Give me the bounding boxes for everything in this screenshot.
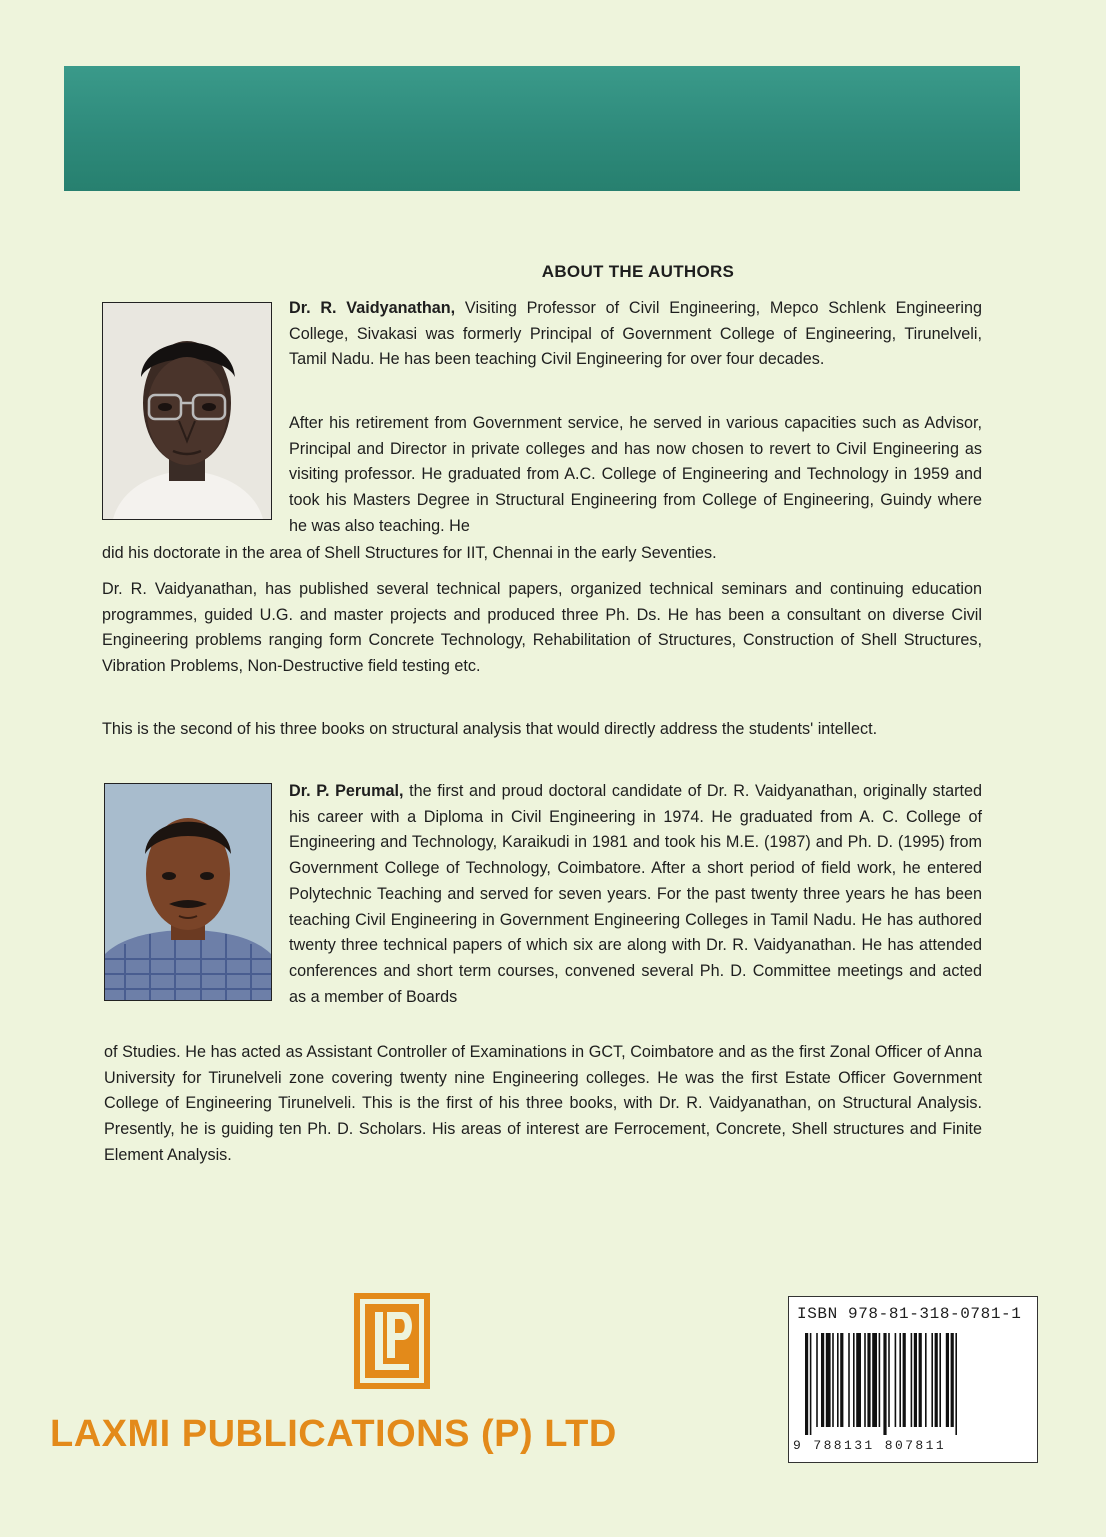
author1-name: Dr. R. Vaidyanathan, [289, 299, 456, 317]
barcode-bar [805, 1333, 808, 1435]
teal-banner [64, 66, 1020, 191]
barcode-bar [935, 1333, 938, 1427]
barcode-bar [864, 1333, 866, 1427]
ean-digits: 9 788131 807811 [793, 1438, 947, 1453]
barcode-bar [821, 1333, 824, 1427]
author1-intro [289, 296, 982, 373]
author2-intro-tail: of Studies. He has acted as Assistant Controller of Examinations in GCT, Coimbatore and as the first Zonal Officer of Anna University for Tirunelveli zone covering twenty nine Engineering colleges. He was the first Estate Officer Government College of Engineering Tirunelveli. This is the first of his three books, with Dr. R. Vaidyanathan, on Structural Analysis. Presently, he is guiding ten Ph. D. Scholars. His areas of interest are Ferrocement, Concrete, Shell structures and Finite Element Analysis. [104, 1043, 982, 1164]
section-heading: ABOUT THE AUTHORS [541, 262, 735, 281]
barcode-bar [911, 1333, 913, 1427]
isbn-barcode [788, 1296, 1038, 1463]
barcode-bar [848, 1333, 850, 1427]
barcode-bar [888, 1333, 890, 1427]
barcode-bar [903, 1333, 906, 1427]
barcode-bar [879, 1333, 881, 1427]
author1-career: After his retirement from Government service, he served in various capacities such as Advisor, Principal and Director in private colleges and has now chosen to revert to Civil Engineering as visiting professor. He graduated from A.C. College of Engineering and Technology in 1959 and took his Masters Degree in Structural Engineering from College of Engineering, Guindy where he was also teaching. He [289, 414, 982, 535]
author2-intro-text: the first and proud doctoral candidate of Dr. R. Vaidyanathan, originally started his career with a Diploma in Civil Engineering in 1974. He graduated from A. C. College of Engineering and Technology, Karaikudi in 1981 and took his M.E. (1987) and Ph. D. (1995) from Government College of Technology, Coimbatore. After a short period of field work, he entered Polytechnic Teaching and served for seven years. For the past twenty three years he has been teaching Civil Engineering in Government Engineering Colleges in Tamil Nadu. He has authored twenty three technical papers of which six are along with Dr. R. Vaidyanathan. He has attended conferences and short term courses, convened several Ph. D. Committee meetings and acted as a member of Boards [289, 782, 982, 1006]
barcode-bar [925, 1333, 927, 1427]
barcode-bar [810, 1333, 812, 1435]
barcode-bar [899, 1333, 901, 1427]
barcode-bar [837, 1333, 839, 1427]
author2-photo [104, 783, 272, 1001]
author1-photo [102, 302, 272, 520]
barcode-bars [803, 1333, 1025, 1435]
barcode-bar [931, 1333, 933, 1427]
barcode-bar [853, 1333, 855, 1427]
publisher-logo [353, 1292, 431, 1390]
barcode-bar [883, 1333, 886, 1435]
barcode-bar [816, 1333, 818, 1427]
author1-book-note: This is the second of his three books on structural analysis that would directly address the students' intellect. [102, 720, 878, 738]
barcode-bar [951, 1333, 954, 1427]
barcode-bar [826, 1333, 831, 1427]
author1-intro-text: Visiting Professor of Civil Engineering, Mepco Schlenk Engineering College, Sivakasi was formerly Principal of Government College of Engineering, Tirunelveli, Tamil Nadu. He has been teaching Civil Engineering for over four decades. [289, 299, 982, 369]
barcode-bar [832, 1333, 834, 1427]
barcode-bar [856, 1333, 861, 1427]
author2-name: Dr. P. Perumal, [289, 782, 404, 800]
publisher-name: LAXMI PUBLICATIONS (P) LTD [50, 1413, 617, 1455]
barcode-bar [914, 1333, 917, 1427]
isbn-label: ISBN 978-81-318-0781-1 [797, 1305, 1022, 1323]
barcode-bar [939, 1333, 941, 1427]
barcode-bar [867, 1333, 870, 1427]
barcode-bar [840, 1333, 843, 1427]
author2-intro [289, 779, 982, 1010]
author1-career-tail: did his doctorate in the area of Shell Structures for IIT, Chennai in the early Seventies. [102, 544, 717, 562]
author1-publications: Dr. R. Vaidyanathan, has published several technical papers, organized technical seminars and continuing education programmes, guided U.G. and master projects and produced three Ph. Ds. He has been a consultant on diverse Civil Engineering problems ranging form Concrete Technology, Rehabilitation of Structures, Construction of Shell Structures, Vibration Problems, Non-Destructive field testing etc. [102, 580, 982, 676]
barcode-bar [872, 1333, 877, 1427]
barcode-bar [919, 1333, 922, 1427]
barcode-bar [946, 1333, 949, 1427]
barcode-bar [955, 1333, 957, 1435]
barcode-bar [895, 1333, 897, 1427]
